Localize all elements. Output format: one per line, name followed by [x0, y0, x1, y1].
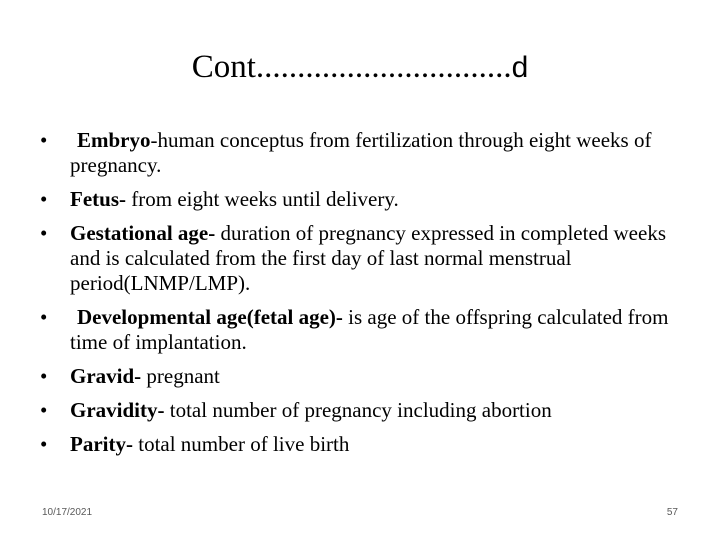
definition-developmental-age: is age of the offspring calculated from time of implantation.	[70, 305, 669, 354]
term-gravid: Gravid-	[70, 364, 142, 388]
bullet-icon: •	[40, 221, 48, 245]
title-main: Cont...............................	[191, 49, 512, 85]
definition-gravidity: total number of pregnancy including abortion	[164, 398, 552, 422]
term-parity: Parity-	[70, 432, 133, 456]
term-fetus: Fetus-	[70, 187, 126, 211]
definition-parity: total number of live birth	[132, 432, 350, 456]
term-embryo: Embryo	[77, 128, 151, 152]
bullet-icon: •	[40, 187, 48, 211]
list-item-gravid	[40, 364, 680, 389]
definition-embryo: -human conceptus from fertilization through eight weeks of pregnancy.	[70, 128, 652, 177]
list-item-parity	[40, 432, 680, 457]
list-item-gravidity	[40, 398, 680, 423]
term-gestational-age: Gestational age-	[70, 221, 216, 245]
list-item-embryo	[40, 128, 680, 178]
bullet-icon: •	[40, 364, 48, 388]
list-item-gestational-age	[40, 221, 680, 296]
definition-gestational-age: duration of pregnancy expressed in completed weeks and is calculated from the first day of last normal menstrual period(LNMP/LMP).	[70, 221, 666, 295]
definition-gravid: pregnant	[141, 364, 220, 388]
term-developmental-age: Developmental age(fetal age)-	[77, 305, 343, 329]
bullet-list	[40, 128, 680, 466]
bullet-icon: •	[40, 128, 48, 152]
bullet-icon: •	[40, 305, 48, 329]
list-item-fetus	[40, 187, 680, 212]
bullet-icon: •	[40, 432, 48, 456]
definition-fetus: from eight weeks until delivery.	[126, 187, 399, 211]
footer-date: 10/17/2021	[42, 507, 93, 518]
title-suffix: d	[511, 51, 529, 84]
bullet-icon: •	[40, 398, 48, 422]
slide-title	[0, 46, 720, 89]
term-gravidity: Gravidity-	[70, 398, 165, 422]
list-item-developmental-age	[40, 305, 680, 355]
footer-page-number: 57	[666, 507, 678, 518]
